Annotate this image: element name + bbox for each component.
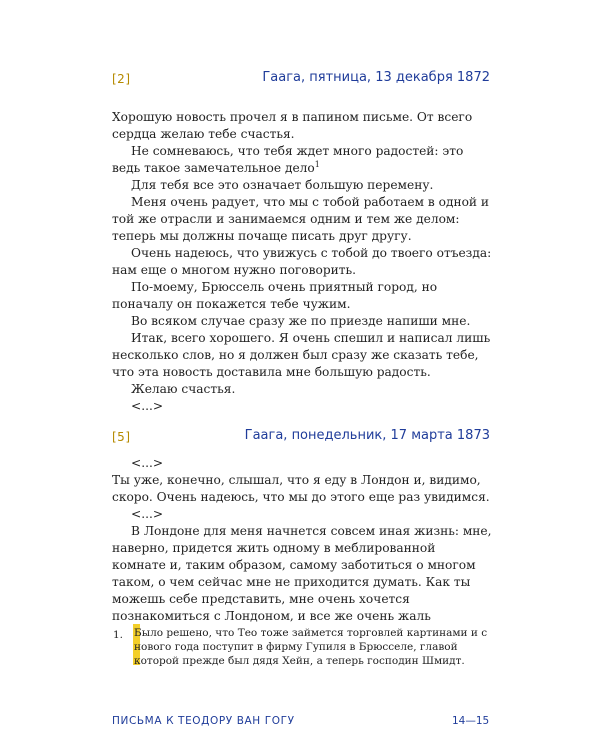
letter-dateline: Гаага, понедельник, 17 марта 1873 bbox=[244, 428, 490, 443]
paragraph bbox=[112, 143, 492, 177]
ellipsis-marker: <...> bbox=[131, 456, 164, 470]
footnote-text: Было решено, что Тео тоже займется торговлей картинами и с нового года поступит в фирму Гупиля в Брюсселе, главой которой прежде был дядя Хейн, а теперь господин Шмидт. bbox=[134, 627, 488, 667]
letter-number: [2] bbox=[112, 72, 131, 86]
letter-dateline: Гаага, пятница, 13 декабря 1872 bbox=[262, 70, 490, 85]
paragraph: Очень надеюсь, что увижусь с тобой до твоего отъезда: нам еще о многом нужно поговорить. bbox=[112, 246, 492, 277]
ellipsis-marker: <...> bbox=[131, 507, 164, 521]
paragraph: По-моему, Брюссель очень приятный город, но поначалу он покажется тебе чужим. bbox=[112, 280, 438, 311]
footnote-number: 1. bbox=[113, 629, 124, 641]
paragraph: Итак, всего хорошего. Я очень спешил и написал лишь несколько слов, но я должен был сразу же сказать тебе, что эта новость доставила мне большую радость. bbox=[112, 331, 491, 379]
letter-header bbox=[112, 70, 490, 90]
paragraph: Меня очень радует, что мы с тобой работаем в одной и той же отрасли и занимаемся одним и тем же делом: теперь мы должны почаще писать друг другу. bbox=[112, 195, 490, 243]
paragraph: Для тебя все это означает большую перемену. bbox=[131, 178, 434, 192]
paragraph: В Лондоне для меня начнется совсем иная жизнь: мне, наверно, придется жить одному в меблированной комнате и, таким образом, самому заботиться о многом таком, о чем сейчас мне не приходится думать. Как ты можешь себе представить, мне очень хочется познакомиться с Лондоном, и все же очень жаль bbox=[112, 524, 492, 623]
footnote-reference[interactable]: 1 bbox=[314, 159, 320, 169]
paragraph: Ты уже, конечно, слышал, что я еду в Лондон и, видимо, скоро. Очень надеюсь, что мы до этого еще раз увидимся. bbox=[112, 473, 490, 504]
page-numbers: 14—15 bbox=[452, 715, 490, 727]
paragraph: Желаю счастья. bbox=[131, 382, 236, 396]
letter-number: [5] bbox=[112, 430, 131, 444]
ellipsis-marker: <...> bbox=[131, 399, 164, 413]
letter-header bbox=[112, 428, 490, 448]
paragraph: Во всяком случае сразу же по приезде напиши мне. bbox=[131, 314, 471, 328]
paragraph: Хорошую новость прочел я в папином письме. От всего сердца желаю тебе счастья. bbox=[112, 110, 473, 141]
paragraph-text: Не сомневаюсь, что тебя ждет много радостей: это ведь такое замечательное дело bbox=[112, 144, 464, 175]
running-footer-title: ПИСЬМА К ТЕОДОРУ ВАН ГОГУ bbox=[112, 715, 295, 727]
